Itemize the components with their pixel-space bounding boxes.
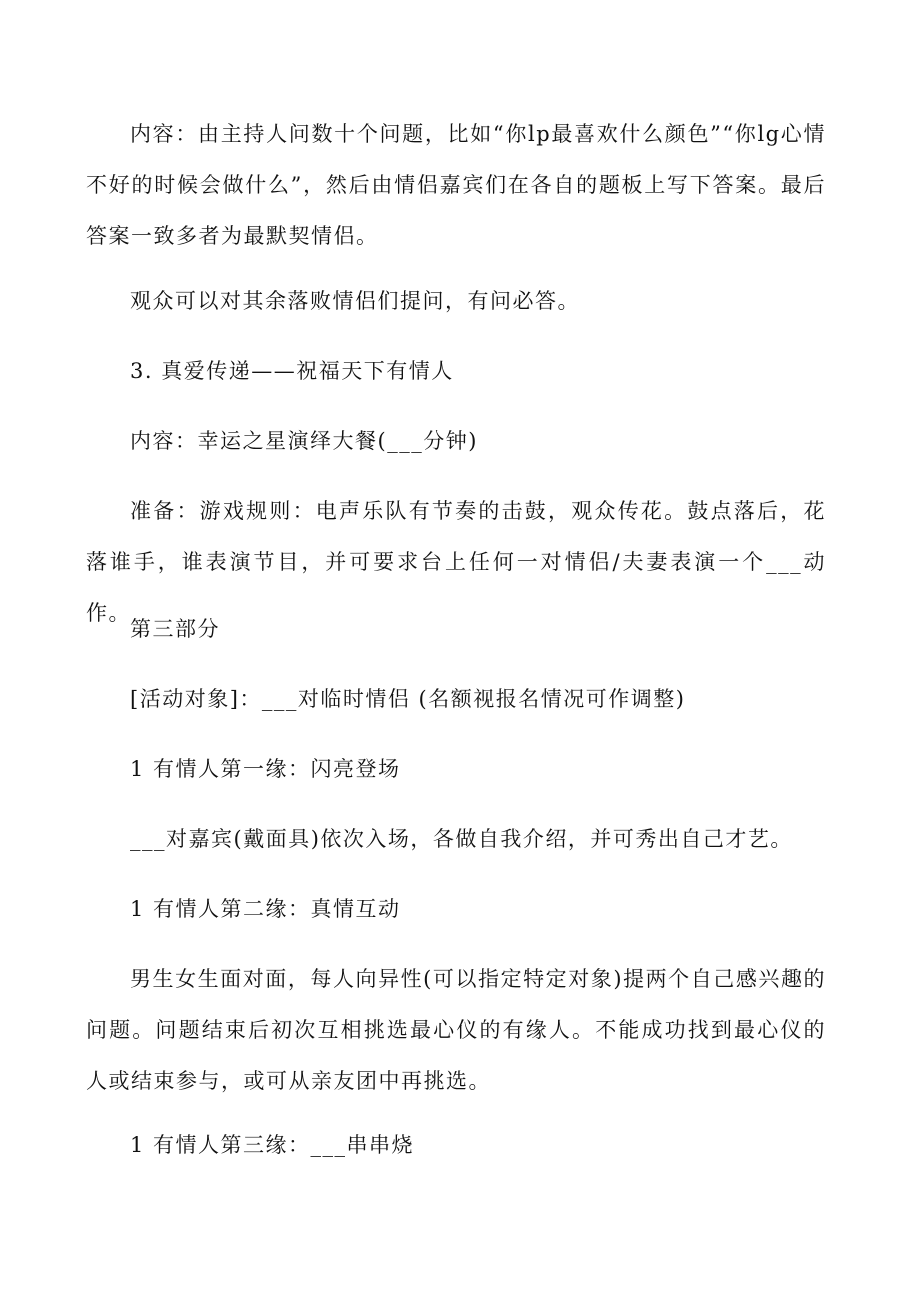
- section-heading-second-fate: 1 有情人第二缘：真情互动: [130, 897, 401, 921]
- section-heading-true-love: 3. 真爱传递——祝福天下有情人: [130, 359, 454, 383]
- section-heading-first-fate: 1 有情人第一缘：闪亮登场: [130, 757, 401, 781]
- paragraph-content-intro: 内容：由主持人问数十个问题，比如“你lp最喜欢什么颜色”“你lg心情不好的时候会做什么”，然后由情侣嘉宾们在各自的题板上写下答案。最后答案一致多者为最默契情侣。: [86, 122, 826, 248]
- paragraph-activity-target: [活动对象]：___对临时情侣 (名额视报名情况可作调整): [130, 687, 686, 711]
- paragraph-audience-questions: 观众可以对其余落败情侣们提问，有问必答。: [130, 289, 580, 313]
- section-heading-part-three: 第三部分: [130, 617, 220, 641]
- section-heading-third-fate: 1 有情人第三缘：___串串烧: [130, 1133, 415, 1157]
- paragraph-content-lucky-star: 内容：幸运之星演绎大餐(___分钟): [130, 429, 478, 453]
- paragraph-guests-entrance: ___对嘉宾(戴面具)依次入场，各做自我介绍，并可秀出自己才艺。: [130, 827, 793, 851]
- paragraph-face-to-face: 男生女生面对面，每人向异性(可以指定特定对象)提两个自己感兴趣的问题。问题结束后初次互相挑选最心仪的有缘人。不能成功找到最心仪的人或结束参与，或可从亲友团中再挑选。: [86, 967, 826, 1093]
- paragraph-game-rules: 准备：游戏规则：电声乐队有节奏的击鼓，观众传花。鼓点落后，花落谁手，谁表演节目，并可要求台上任何一对情侣/夫妻表演一个___动作。: [86, 499, 826, 625]
